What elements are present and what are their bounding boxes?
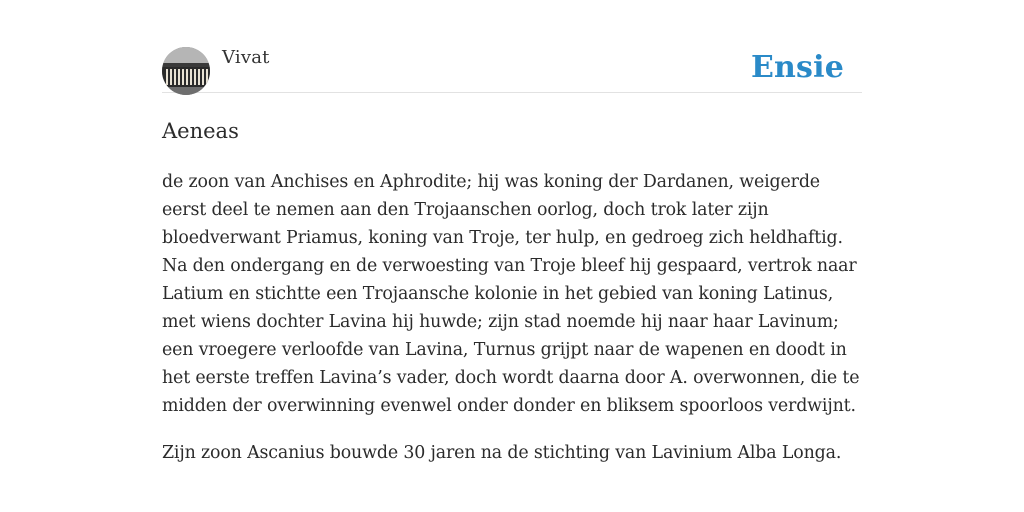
- avatar[interactable]: [162, 47, 210, 95]
- entry-header: [162, 44, 862, 93]
- author-name[interactable]: Vivat: [222, 47, 270, 68]
- entry-body: [162, 168, 862, 467]
- entry-paragraph: Zijn zoon Ascanius bouwde 30 jaren na de stichting van Lavinium Alba Longa.: [162, 443, 842, 463]
- avatar-image: [162, 47, 210, 95]
- entry-card: [162, 44, 862, 486]
- brand-logo[interactable]: Ensie: [750, 50, 844, 85]
- entry-title: Aeneas: [162, 119, 239, 143]
- entry-paragraph: de zoon van Anchises en Aphrodite; hij was koning der Dardanen, weigerde eerst deel te nemen aan den Trojaanschen oorlog, doch trok later zijn bloedverwant Priamus, koning van Troje, ter hulp, en gedroeg zich heldhaftig. Na den ondergang en de verwoesting van Troje bleef hij gespaard, vertrok naar Latium en stichtte een Trojaansche kolonie in het gebied van koning Latinus, met wiens dochter Lavina hij huwde; zijn stad noemde hij naar haar Lavinum; een vroegere verloofde van Lavina, Turnus grijpt naar de wapenen en doodt in het eerste treffen Lavina’s vader, doch wordt daarna door A. overwonnen, die te midden der overwinning evenwel onder donder en bliksem spoorloos verdwijnt.: [162, 172, 860, 416]
